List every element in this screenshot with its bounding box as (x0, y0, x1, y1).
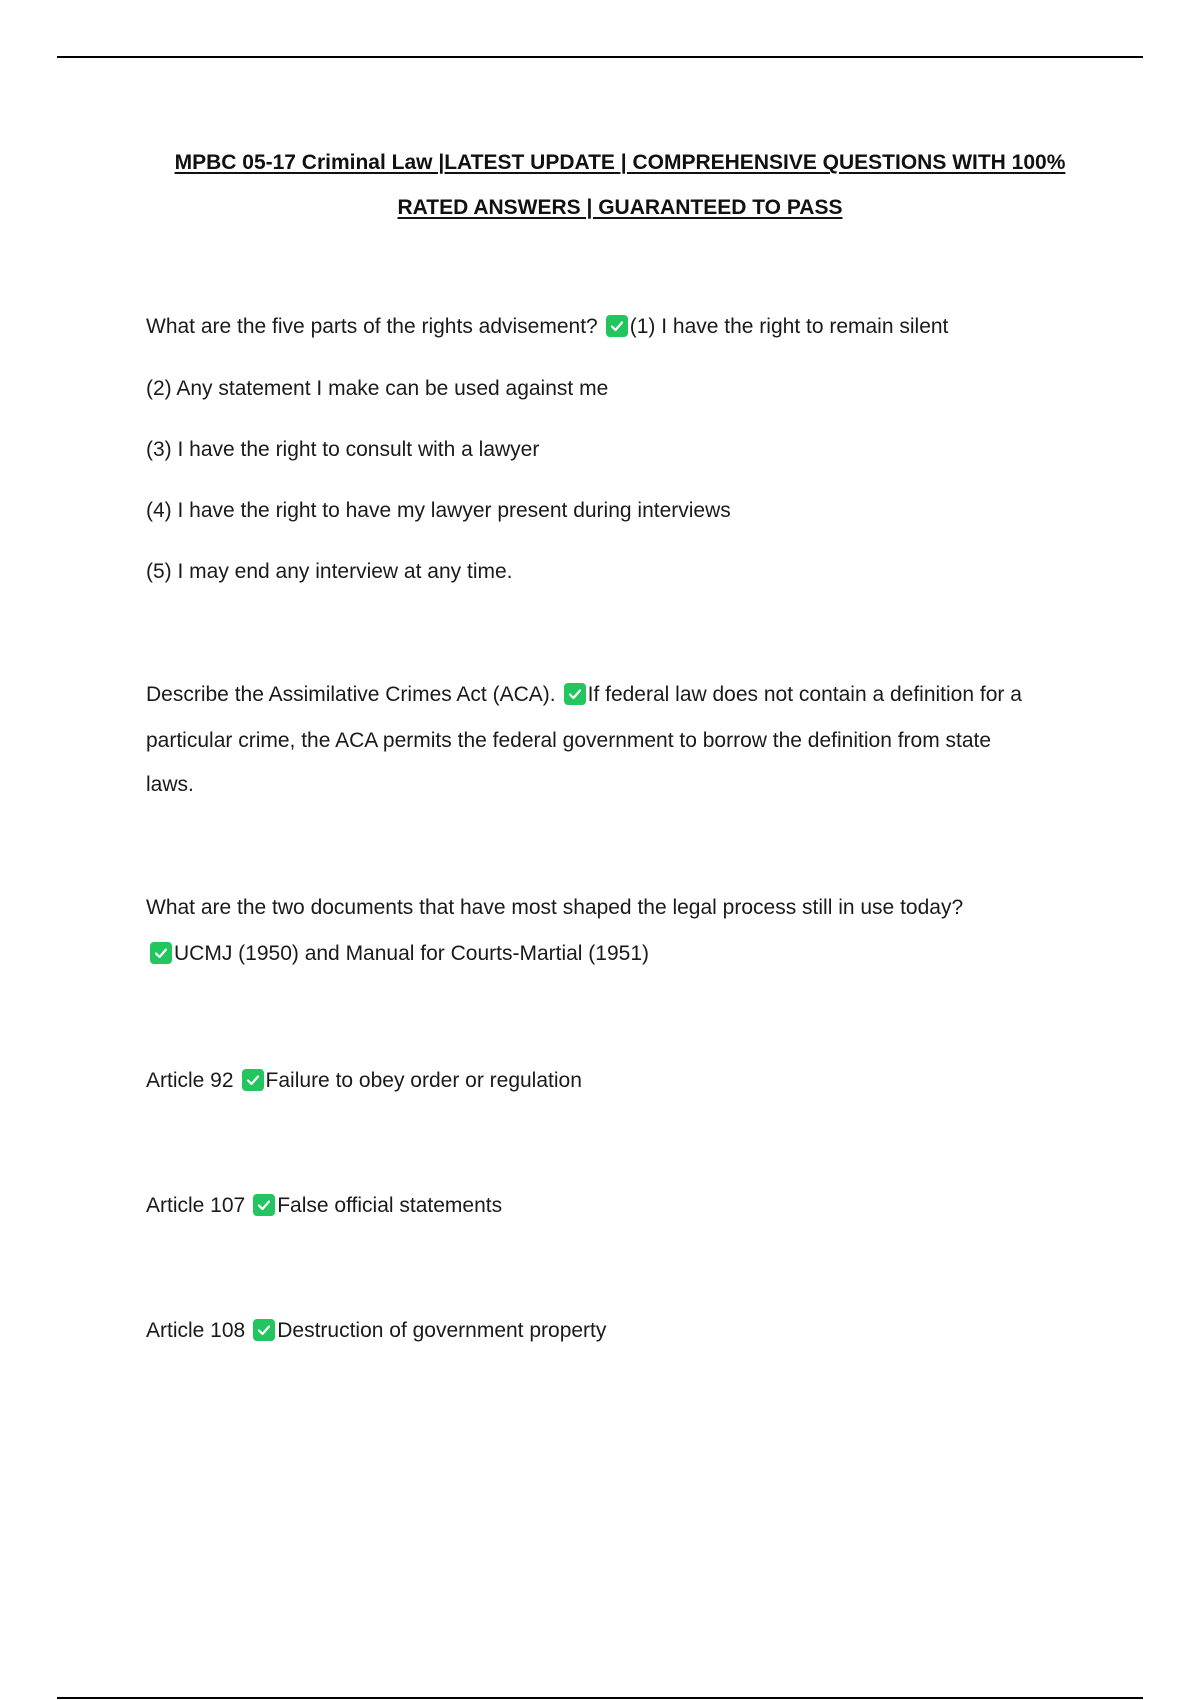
qa-line (146, 680, 1086, 710)
answer-text: Destruction of government property (277, 1319, 607, 1342)
qa-line (146, 1066, 1086, 1096)
answer-text: If federal law does not contain a definition for a (587, 683, 1022, 706)
answer-text: UCMJ (1950) and Manual for Courts-Martial (1951) (174, 942, 650, 965)
check-mark-icon (564, 683, 586, 705)
check-mark-icon (150, 942, 172, 964)
qa-item-assimilative-crimes-act (146, 680, 1086, 800)
title-line-1: MPBC 05-17 Criminal Law |LATEST UPDATE | COMPREHENSIVE QUESTIONS WITH 100% (174, 151, 1066, 174)
qa-item-article-108 (146, 1316, 1086, 1346)
check-mark-icon (253, 1194, 275, 1216)
qa-item-article-107 (146, 1191, 1086, 1221)
question-text: Article 92 (146, 1069, 234, 1092)
footer-rule (57, 1697, 1143, 1699)
check-mark-icon (253, 1319, 275, 1341)
check-mark-icon (242, 1069, 264, 1091)
title-line-2: RATED ANSWERS | GUARANTEED TO PASS (397, 196, 843, 219)
qa-line (146, 1191, 1086, 1221)
answer-text: False official statements (277, 1194, 503, 1217)
question-text: What are the five parts of the rights advisement? (146, 315, 598, 338)
question-text: Article 108 (146, 1319, 246, 1342)
answer-text: (3) I have the right to consult with a lawyer (146, 438, 540, 461)
answer-text: (5) I may end any interview at any time. (146, 560, 513, 583)
document-title (150, 140, 1090, 230)
header-rule (57, 56, 1143, 58)
qa-line (146, 939, 1086, 969)
answer-text: (2) Any statement I make can be used against me (146, 377, 609, 400)
answer-text: particular crime, the ACA permits the federal government to borrow the definition from state (146, 729, 992, 752)
check-mark-icon (606, 315, 628, 337)
qa-line (146, 1316, 1086, 1346)
answer-text: Failure to obey order or regulation (265, 1069, 582, 1092)
question-text: Article 107 (146, 1194, 246, 1217)
qa-item-article-92 (146, 1066, 1086, 1096)
qa-line (146, 312, 1086, 342)
answer-text: (1) I have the right to remain silent (629, 315, 949, 338)
question-text: Describe the Assimilative Crimes Act (ACA). (146, 683, 556, 706)
qa-item-legal-documents (146, 893, 1086, 969)
qa-item-rights-advisement (146, 312, 1086, 587)
question-text: What are the two documents that have most shaped the legal process still in use today? (146, 896, 964, 919)
answer-text: (4) I have the right to have my lawyer present during interviews (146, 499, 731, 522)
answer-text: laws. (146, 773, 194, 796)
